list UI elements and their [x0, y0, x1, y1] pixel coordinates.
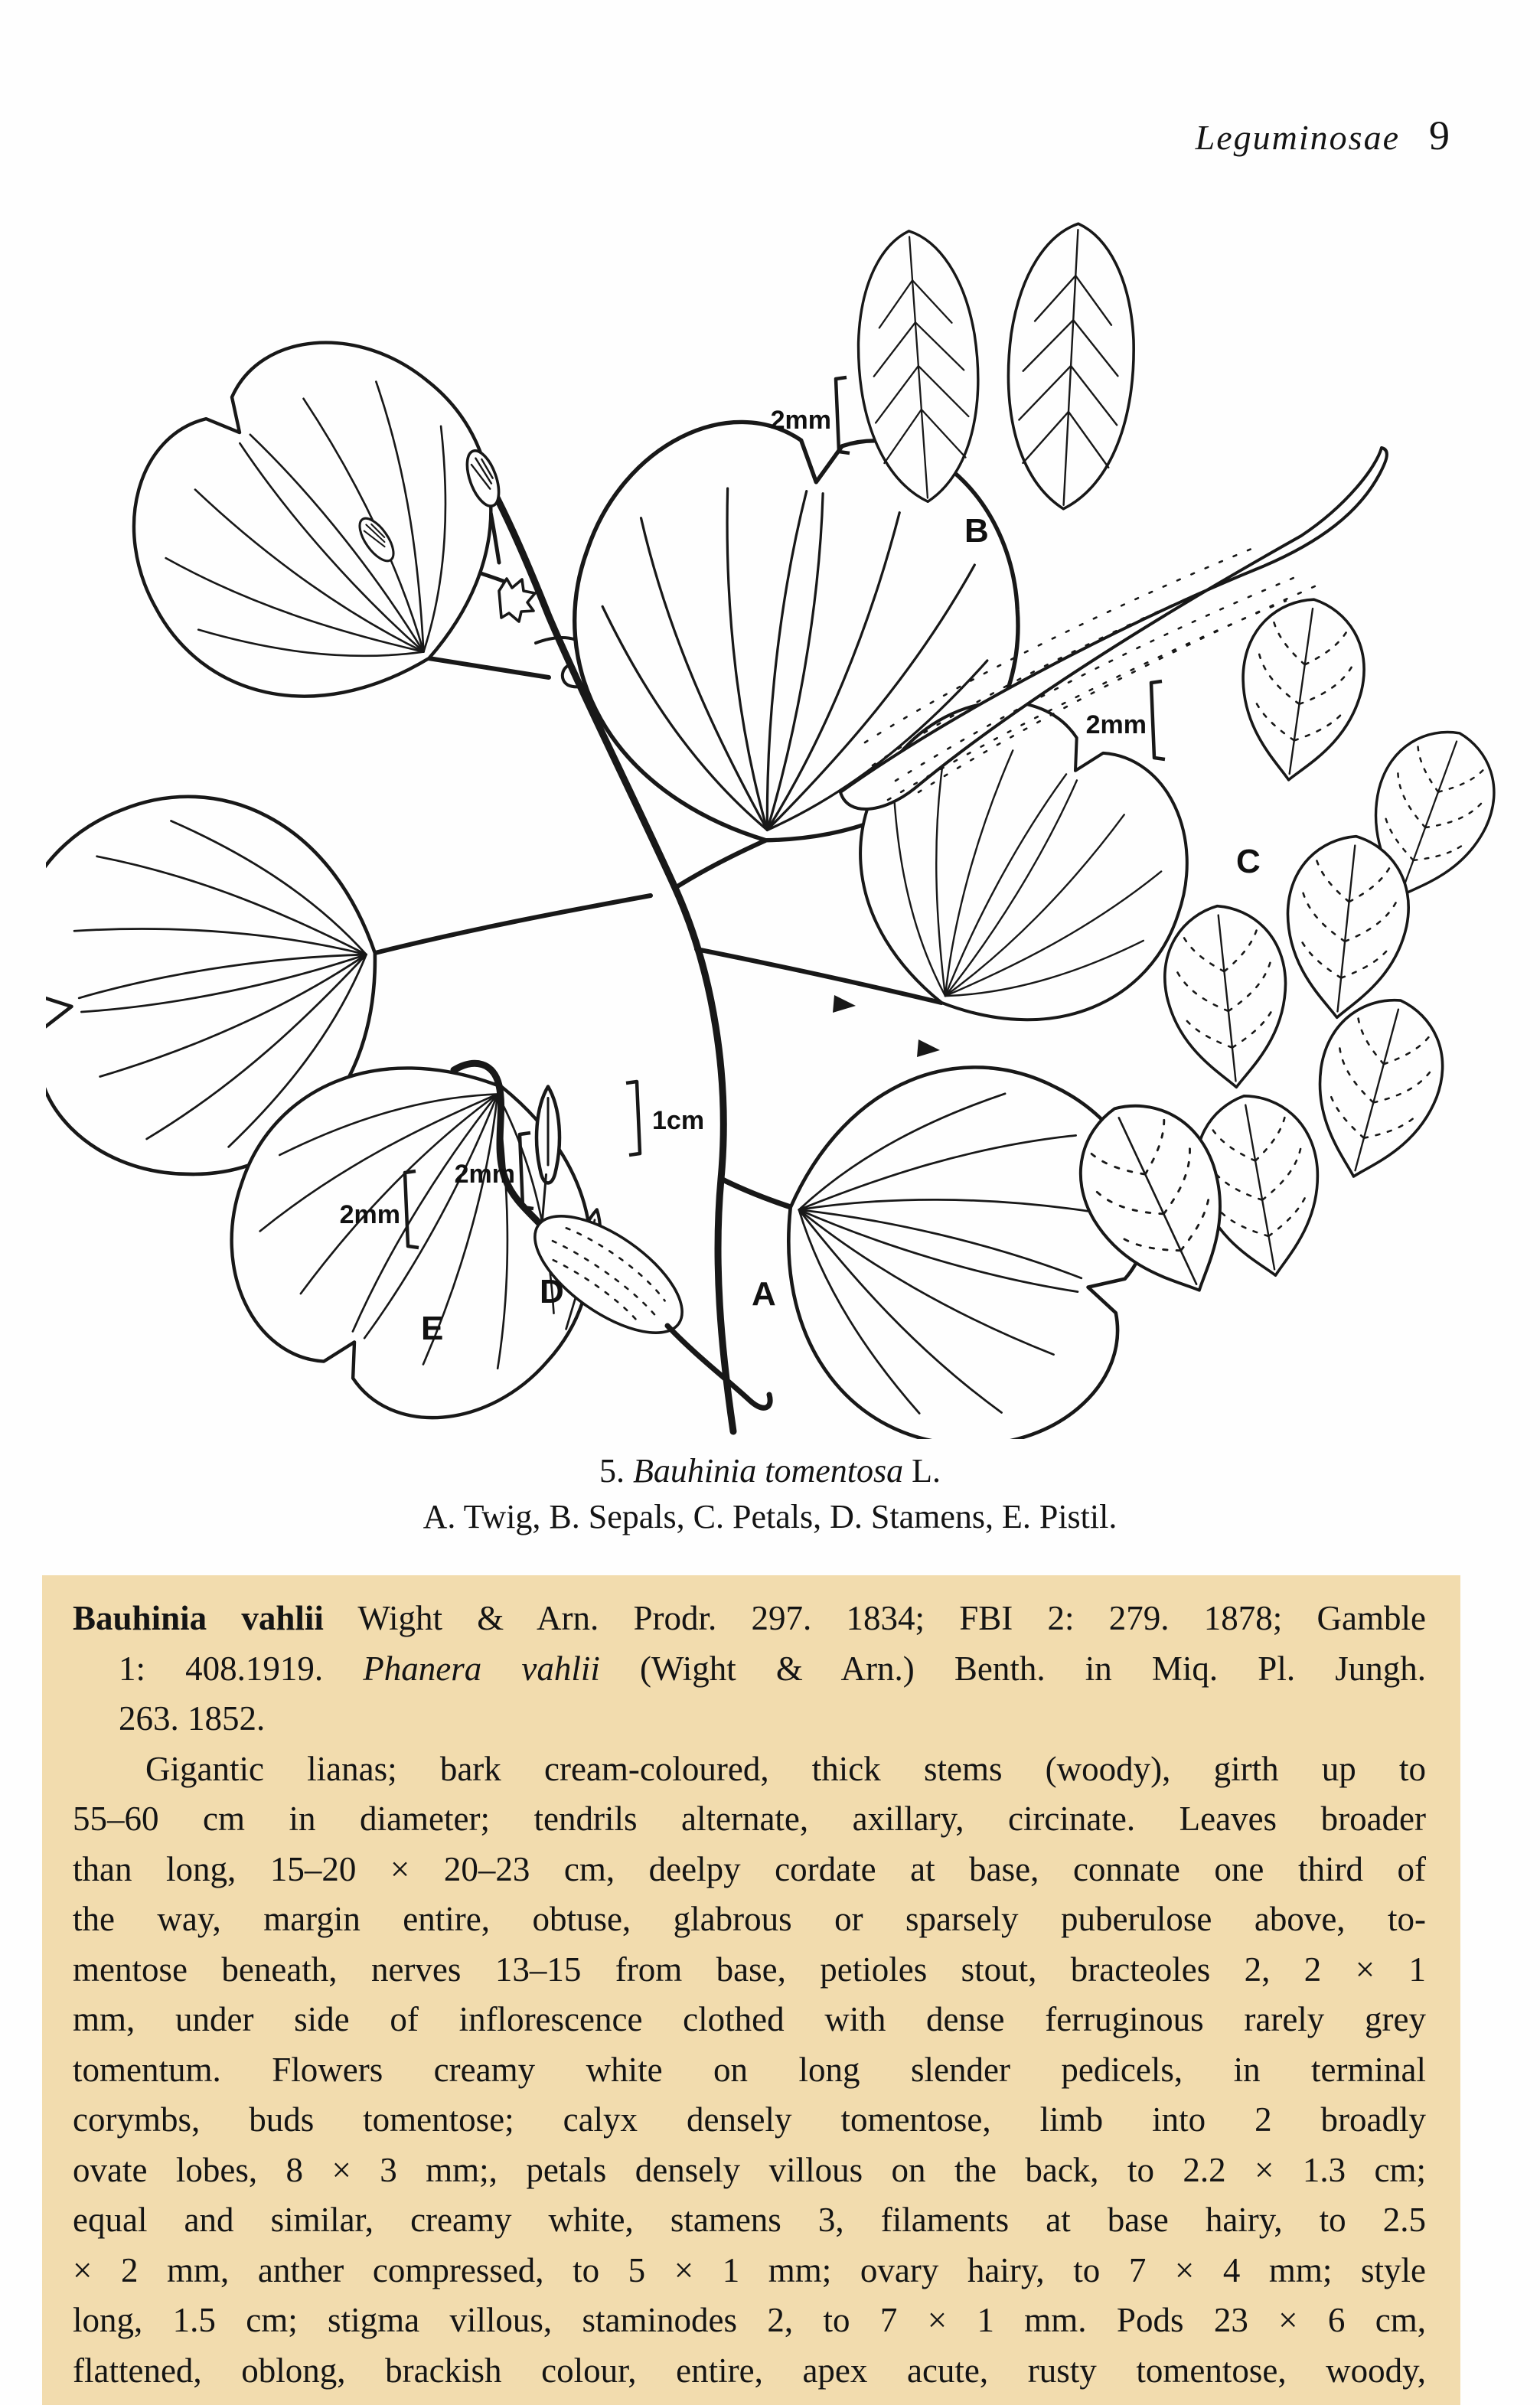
description-line: × 2 mm, anther compressed, to 5 × 1 mm; ovary hairy, to 7 × 4 mm; style: [73, 2250, 1426, 2289]
arrow-mark: [833, 995, 856, 1013]
description-line: Gigantic lianas; bark cream-coloured, thick stems (woody), girth up to: [145, 1749, 1426, 1788]
description-line: the way, margin entire, obtuse, glabrous or sparsely puberulose above, to-: [73, 1900, 1426, 1938]
petal-illustration: [1229, 591, 1374, 788]
nomenclature-line: 1: 408.1919. Phanera vahlii (Wight & Arn.) Benth. in Miq. Pl. Jungh.: [119, 1649, 1426, 1688]
scale-label: 1cm: [652, 1106, 705, 1135]
plate-drawing: [46, 107, 1500, 1439]
figure-caption: [0, 1448, 1540, 1540]
bract: [499, 579, 535, 622]
arrow-mark: [917, 1039, 940, 1057]
nomenclature-line: 263. 1852.: [119, 1699, 266, 1738]
botanical-plate: [46, 107, 1500, 1439]
part-label-pistil: E: [421, 1310, 444, 1347]
caption-authority: L.: [912, 1452, 941, 1490]
scale-label: 2mm: [339, 1200, 400, 1229]
description-line: than long, 15–20 × 20–23 cm, deelpy cordate at base, connate one third of: [73, 1849, 1426, 1888]
scale-bar-twig: [626, 1082, 704, 1155]
caption-title: [0, 1448, 1540, 1494]
part-label-stamens: D: [540, 1273, 564, 1310]
synonym-name: Phanera vahlii: [363, 1649, 600, 1688]
part-label-sepals: B: [964, 512, 989, 550]
description-line: equal and similar, creamy white, stamens 3, filaments at base hairy, to 2.5: [73, 2201, 1426, 2239]
family-running-title: Leguminosae: [1195, 118, 1400, 157]
species-entry-highlighted: [42, 1575, 1460, 2405]
petal-illustration: [1157, 899, 1296, 1093]
nomenclature-line: Bauhinia vahlii Wight & Arn. Prodr. 297. 1834; FBI 2: 279. 1878; Gamble: [73, 1599, 1426, 1637]
description-line: flattened, oblong, brackish colour, entire, apex acute, rusty tomentose, woody,: [73, 2351, 1426, 2390]
description-line: 55–60 cm in diameter; tendrils alternate, axillary, circinate. Leaves broader: [73, 1800, 1426, 1838]
description-line: mentose beneath, nerves 13–15 from base, petioles stout, bracteoles 2, 2 × 1: [73, 1950, 1426, 1989]
caption-parts-legend: A. Twig, B. Sepals, C. Petals, D. Stamens, E. Pistil.: [423, 1498, 1117, 1535]
scale-label: 2mm: [770, 406, 831, 435]
scale-label: 2mm: [1085, 710, 1147, 739]
description-line: tomentum. Flowers creamy white on long slender pedicels, in terminal: [73, 2050, 1426, 2089]
sepal-illustration: [1001, 220, 1140, 512]
description-line: long, 1.5 cm; stigma villous, staminodes 2, to 7 × 1 mm. Pods 23 × 6 cm,: [73, 2301, 1426, 2339]
description-line: corymbs, buds tomentose; calyx densely tomentose, limb into 2 broadly: [73, 2100, 1426, 2139]
description-line: ovate lobes, 8 × 3 mm;, petals densely villous on the back, to 2.2 × 1.3 cm;: [73, 2150, 1426, 2189]
part-label-petals: C: [1236, 843, 1261, 880]
description-line: mm, under side of inflorescence clothed with dense ferruginous rarely grey: [73, 2000, 1426, 2038]
species-name: Bauhinia vahlii: [73, 1599, 324, 1637]
part-label-twig: A: [752, 1275, 776, 1313]
page-number: 9: [1429, 113, 1450, 158]
caption-number: 5.: [599, 1452, 625, 1490]
scale-label: 2mm: [454, 1160, 515, 1189]
caption-species: Bauhinia tomentosa: [632, 1452, 904, 1490]
petal-illustration: [1296, 985, 1459, 1193]
scale-bar-petals: [1086, 681, 1165, 759]
